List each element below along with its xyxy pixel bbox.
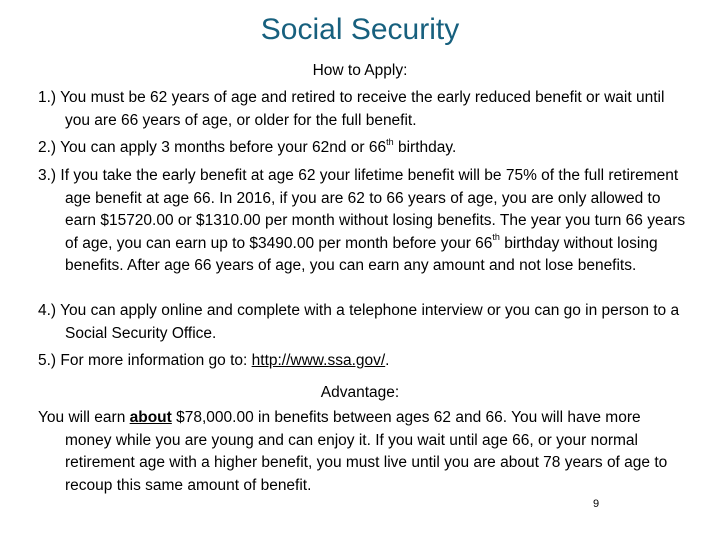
ssa-website-link[interactable]: http://www.ssa.gov/ bbox=[251, 352, 386, 369]
apply-item-5 bbox=[38, 350, 686, 373]
advantage-emphasis: about bbox=[129, 409, 172, 426]
apply-item-5-tail: . bbox=[385, 352, 390, 369]
ordinal-suffix: th bbox=[386, 136, 394, 147]
apply-item-2-tail: birthday. bbox=[393, 139, 457, 156]
apply-item-2-text: 2.) You can apply 3 months before your 62nd or 66 bbox=[38, 139, 387, 156]
advantage-text: You will earn bbox=[38, 409, 130, 426]
page-number: 9 bbox=[593, 498, 600, 510]
apply-item-5-text: 5.) For more information go to: bbox=[38, 352, 252, 369]
advantage-tail: $78,000.00 in benefits between ages 62 and 66. You will have more money while you are young and can enjoy it. If you wait until age 66, or your normal retirement age with a higher benefit, you must live until you are about 78 years of age to recoup this same amount of benefit. bbox=[65, 409, 668, 494]
apply-item-2 bbox=[38, 137, 686, 160]
apply-item-1-text: 1.) You must be 62 years of age and retired to receive the early reduced benefit or wait until you are 66 years of age, or older for the full benefit. bbox=[38, 89, 665, 129]
apply-item-3-text: 3.) If you take the early benefit at age 62 your lifetime benefit will be 75% of the full retirement age benefit at age 66. In 2016, if you are 62 to 66 years of age, you are only allowed to earn $15720.00 or $1310.00 per month without losing benefits. The year you turn 66 years of age, you can earn up to $3490.00 per month before your 66 bbox=[38, 167, 686, 252]
apply-item-4-text: 4.) You can apply online and complete with a telephone interview or you can go in person to a Social Security Office. bbox=[38, 302, 680, 342]
advantage-heading: Advantage: bbox=[320, 384, 400, 401]
slide-title: Social Security bbox=[260, 13, 460, 46]
apply-item-4 bbox=[38, 300, 686, 345]
ordinal-suffix: th bbox=[492, 232, 500, 243]
advantage-paragraph bbox=[38, 407, 686, 497]
apply-item-1 bbox=[38, 87, 686, 132]
how-to-apply-heading: How to Apply: bbox=[312, 62, 408, 79]
apply-item-3 bbox=[38, 165, 686, 278]
apply-item-3-tail: birthday without losing benefits. After age 66 years of age, you can earn any amount and not lose benefits. bbox=[65, 234, 658, 274]
